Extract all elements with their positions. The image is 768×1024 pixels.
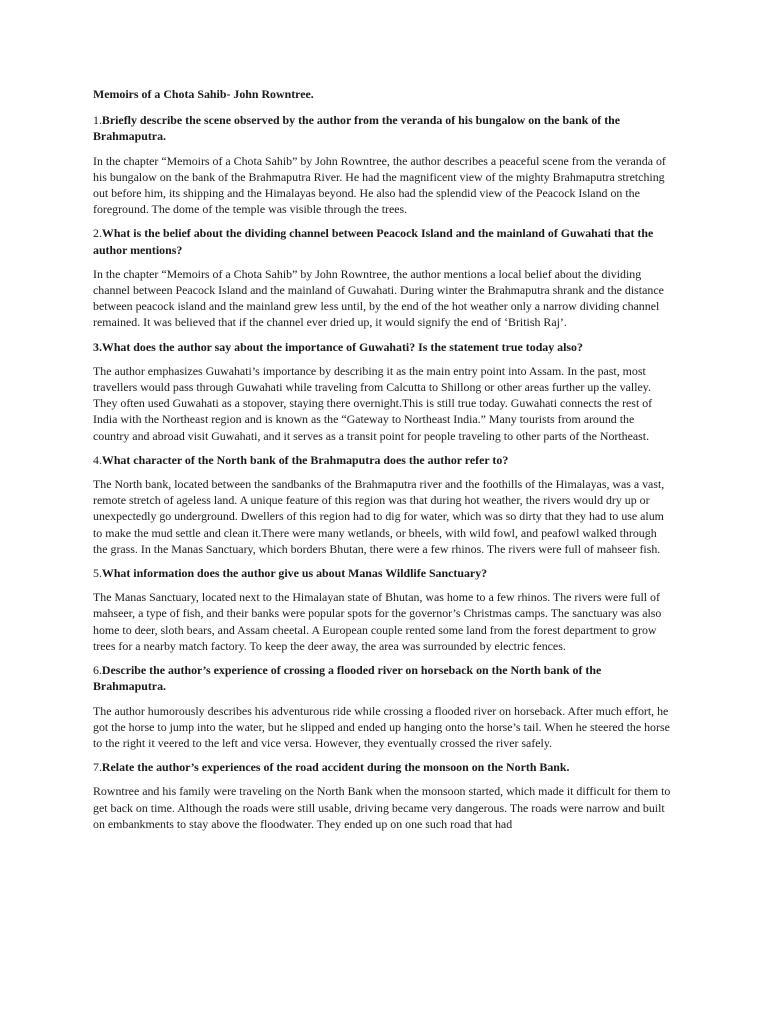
answer-2: In the chapter “Memoirs of a Chota Sahib” by John Rowntree, the author mentions a local belief about the dividing channel between Peacock Island and the mainland of Guwahati. During winter the Brahmaputra shrank and the distance between peacock island and the mainland grew less until, by the end of the hot weather only a narrow dividing channel remained. It was believed that if the channel ever dried up, it would signify the end of ‘British Raj’. [93, 266, 664, 330]
qa-section-2 [93, 225, 673, 330]
question-number: 4. [93, 452, 102, 467]
answer-7: Rowntree and his family were traveling on the North Bank when the monsoon started, which made it difficult for them to get back on time. Although the roads were still usable, driving became very dangerous. The roads were narrow and built on embankments to stay above the floodwater. They ended up on one such road that had [93, 784, 671, 831]
question-6 [93, 662, 673, 694]
question-number: 6. [93, 663, 102, 678]
question-5 [93, 565, 673, 581]
answer-3: The author emphasizes Guwahati’s importance by describing it as the main entry point into Assam. In the past, most travellers would pass through Guwahati while traveling from Calcutta to Shillong or other areas further up the valley. They often used Guwahati as a stopover, staying there overnight.This is still true today. Guwahati connects the rest of India with the Northeast region and is known as the “Gateway to Northeast India.” Many tourists from around the country and abroad visit Guwahati, and it serves as a transit point for people traveling to other parts of the Northeast. [93, 363, 653, 443]
answer-6: The author humorously describes his adventurous ride while crossing a flooded river on horseback. After much effort, he got the horse to jump into the water, but he slipped and ended up hanging onto the horse’s tail. When he steered the horse to the right it veered to the left and vice versa. However, they eventually crossed the river safely. [93, 703, 670, 750]
question-2 [93, 225, 673, 257]
document-title: Memoirs of a Chota Sahib- John Rowntree. [93, 87, 314, 101]
question-number: 7. [93, 760, 102, 775]
question-4 [93, 452, 673, 468]
qa-section-1 [93, 112, 673, 217]
question-text: Briefly describe the scene observed by the author from the veranda of his bungalow on the bank of the Brahmaputra. [93, 113, 621, 144]
answer-4: The North bank, located between the sandbanks of the Brahmaputra river and the foothills of the Himalayas, was a vast, remote stretch of ageless land. A unique feature of this region was that during hot weather, the rivers would dry up or unexpectedly go underground. Dwellers of this region had to dig for water, which was so dirty that they had to use alum to make the mud settle and clean it.There were many wetlands, or bheels, with wild fowl, and peafowl walked through the grass. In the Manas Sanctuary, which borders Bhutan, there were a few rhinos. The rivers were full of mahseer fish. [93, 477, 665, 556]
qa-section-7 [93, 759, 673, 832]
question-number: 2. [93, 226, 102, 241]
question-number: 1. [93, 113, 102, 128]
question-number: 5. [93, 566, 102, 581]
question-text: Describe the author’s experience of crossing a flooded river on horseback on the North bank of the Brahmaputra. [93, 663, 602, 694]
question-text: What information does the author give us about Manas Wildlife Sanctuary? [101, 566, 488, 581]
qa-section-4 [93, 452, 673, 557]
document-page [93, 86, 673, 840]
question-1 [93, 112, 673, 144]
answer-5: The Manas Sanctuary, located next to the Himalayan state of Bhutan, was home to a few rhinos. The rivers were full of mahseer, a type of fish, and their banks were popular spots for the governor’s Christmas camps. The sanctuary was also home to deer, sloth bears, and Assam cheetal. A European couple rented some land from the forest department to grow trees for a nearby match factory. To keep the deer away, the area was surrounded by electric fences. [93, 590, 662, 653]
question-7 [93, 759, 673, 775]
question-number: 3. [93, 339, 102, 354]
question-text: Relate the author’s experiences of the road accident during the monsoon on the North Bank. [101, 760, 570, 775]
question-text: What is the belief about the dividing channel between Peacock Island and the mainland of Guwahati that the author mentions? [93, 226, 654, 257]
qa-section-3 [93, 339, 673, 444]
question-3 [93, 339, 673, 355]
question-text: What character of the North bank of the Brahmaputra does the author refer to? [101, 452, 509, 467]
question-text: What does the author say about the importance of Guwahati? Is the statement true today also? [101, 339, 583, 354]
answer-1: In the chapter “Memoirs of a Chota Sahib” by John Rowntree, the author describes a peaceful scene from the veranda of his bungalow on the bank of the Brahmaputra River. He had the magnificent view of the mighty Brahmaputra stretching out before him, its shipping and the Himalayas beyond. He also had the splendid view of the Peacock Island on the foreground. The dome of the temple was visible through the trees. [93, 153, 666, 217]
qa-section-5 [93, 565, 673, 654]
qa-section-6 [93, 662, 673, 751]
